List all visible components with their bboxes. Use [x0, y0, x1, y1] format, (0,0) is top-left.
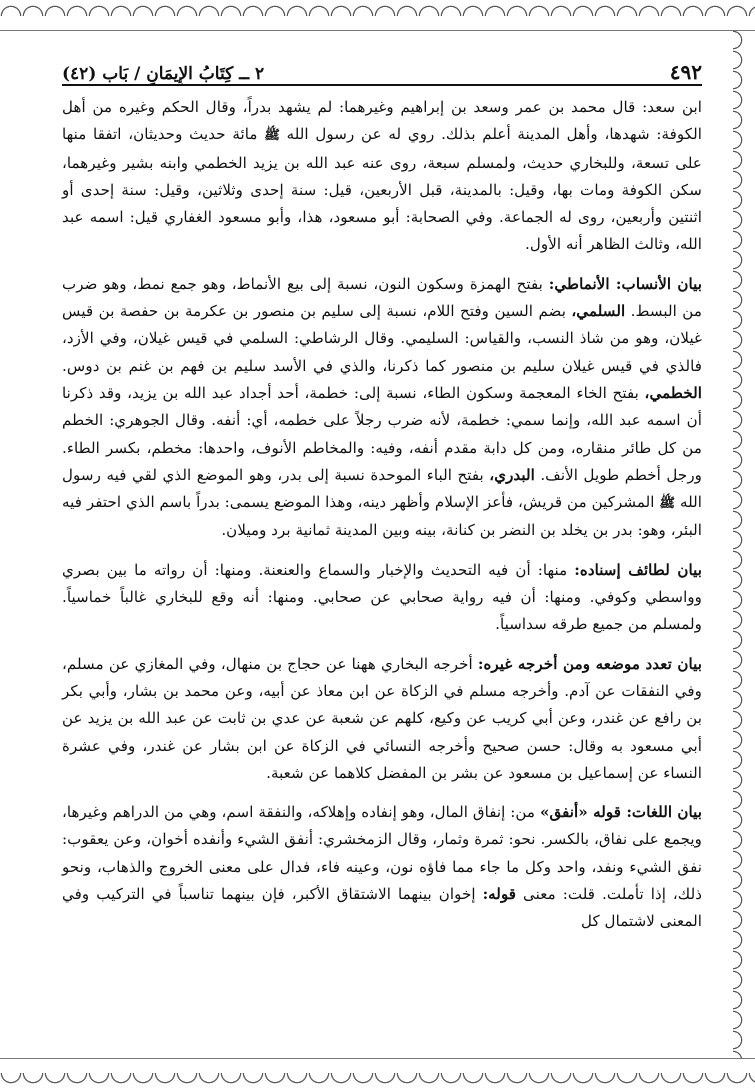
- paragraph: [62, 557, 702, 639]
- paragraph-text: من: إنفاق المال، وهو إنفاده وإهلاكه، والنفقة اسم، وهي من الدراهم وغيرها، ويجمع على نفاق، بالكسر. نحو: ثمرة وثمار، وقال الزمخشري: أنفق الشيء وأنفده أخوان، وعن يعقوب: نفق الشيء ونفد، واحد وكل ما جاء مما فاؤه نون، وعينه فاء، فدال على معنى الخروج والذهاب، ونحو ذلك، إذا تأملت. قلت: معنى: [62, 803, 702, 904]
- salutation-symbol: ﷺ: [659, 496, 676, 512]
- ornamental-border-bottom: [0, 1058, 755, 1089]
- paragraph-text: ابن سعد: قال محمد بن عمر وسعد بن إبراهيم وغيرهما: لم يشهد بدراً، وقال الحكم وغيره من أهل الكوفة: شهدها، وأهل المدينة أعلم بذلك. روي له عن رسول الله: [62, 98, 702, 144]
- section-heading: بيان اللغات: قوله «أنفق»: [539, 803, 702, 822]
- paragraph: [62, 651, 702, 787]
- section-heading: بيان تعدد موضعه ومن أخرجه غيره:: [477, 654, 702, 673]
- paragraph-text: بضم السين وفتح اللام، نسبة إلى سليم بن منصور بن عكرمة بن حفصة بن قيس غيلان، وهو من شاذ النسب، والقياس: السليمي. وقال الرشاطي: السلمي في قيس غيلان، وفي الأزد، فالذي في قيس غيلان سليم بن منصور كما ذكرنا، والذي في الأسد سليم بن فهم بن غنم بن دوس.: [62, 302, 702, 375]
- paragraph-text: بفتح الهمزة وسكون النون، نسبة إلى بيع الأنماط، وهو جمع نمط، وهو ضرب من البسط.: [62, 274, 702, 321]
- running-title: ٢ ــ كِتَابُ الإِيمَانِ / بَاب (٤٢): [62, 64, 265, 84]
- section-heading: البدري،: [489, 465, 535, 484]
- paragraph: [62, 94, 702, 259]
- ornamental-border-top: [0, 0, 755, 31]
- paragraph-text: بفتح الخاء المعجمة وسكون الطاء، نسبة إلى: خطمة، أحد أجداد عبد الله بن يزيد، وقد ذكرنا أن اسمه عبد الله، وإنما سمي: خطمة، لأنه ضرب رجلاً على خطمه، أي: أنفه. وقال الجوهري: الخطم من كل طائر منقاره، ومن كل دابة مقدم أنفه، وفيه: والمخاطم الأنوف، واحدها: مخطم، بكسر الطاء. ورجل أخطم طويل الأنف.: [62, 383, 702, 484]
- paragraph-text: المشركين من قريش، فأعز الإسلام وأظهر دينه، وهذا الموضع يسمى: بدراً باسم الذي احتفر فيه البئر، وهو: بدر بن يخلد بن النضر بن كنانة، بينه وبين المدينة ثمانية برد وميلان.: [62, 493, 702, 540]
- book-page: [62, 52, 702, 948]
- paragraph: [62, 271, 702, 545]
- salutation-symbol: ﷺ: [264, 128, 280, 144]
- section-heading: بيان لطائف إسناده:: [574, 560, 702, 579]
- ornamental-border-right: [725, 30, 755, 1059]
- paragraph-text: أخرجه البخاري ههنا عن حجاج بن منهال، وفي المغازي عن مسلم، وفي النفقات عن آدم. وأخرجه مسلم في الزكاة عن ابن معاذ عن أبيه، وعن محمد بن بشار، وأبي بكر بن رافع عن غندر، وعن أبي كريب عن وكيع، كلهم عن شعبة عن عدي بن ثابت عن عبد الله بن يزيد عن أبي مسعود به وقال: حسن صحيح وأخرجه النسائي في الزكاة عن ابن بشار عن غندر، وفي عشرة النساء عن إسماعيل بن مسعود عن بشر بن المفضل كلاهما عن شعبة.: [62, 654, 702, 782]
- section-heading: الخطمي،: [644, 383, 702, 402]
- page-header: [62, 52, 702, 86]
- page-number: ٤٩٢: [669, 60, 702, 84]
- paragraph-text: إخوان بينهما الاشتقاق الأكبر، فإن بينهما تناسباً في التركيب وفي المعنى لاشتمال كل: [62, 885, 702, 931]
- paragraph-text: بفتح الباء الموحدة نسبة إلى بدر، وهو الموضع الذي لقي فيه رسول الله: [62, 465, 702, 512]
- paragraph-text: منها: أن فيه التحديث والإخبار والسماع والعنعنة. ومنها: أن رواته ما بين بصري وواسطي وكوفي. ومنها: أن فيه رواية صحابي عن صحابي. ومنها: أنه وقع للبخاري غالباً خماسياً. ولمسلم من جميع طرقه سداسياً.: [62, 560, 702, 634]
- page-body: [62, 94, 702, 936]
- section-heading: السلمي،: [571, 302, 626, 321]
- paragraph: [62, 799, 702, 935]
- section-heading: قوله:: [482, 885, 517, 904]
- section-heading: بيان الأنساب: الأنماطي:: [548, 274, 702, 293]
- paragraph-text: مائة حديث وحديثان، اتفقا منها على تسعة، وللبخاري حديث، ولمسلم سبعة، روى عنه عبد الله بن يزيد الخطمي وابنه بشير وغيرهما، سكن الكوفة ومات بها، وقيل: بالمدينة، قبل الأربعين، قيل: سنة إحدى وثلاثين، وقيل: سنة إحدى أو اثنتين وأربعين، روى له الجماعة. وفي الصحابة: أبو مسعود، هذا، وأبو مسعود الغفاري قيل: اسمه عبد الله، وثالث الظاهر أنه الأول.: [62, 125, 702, 254]
